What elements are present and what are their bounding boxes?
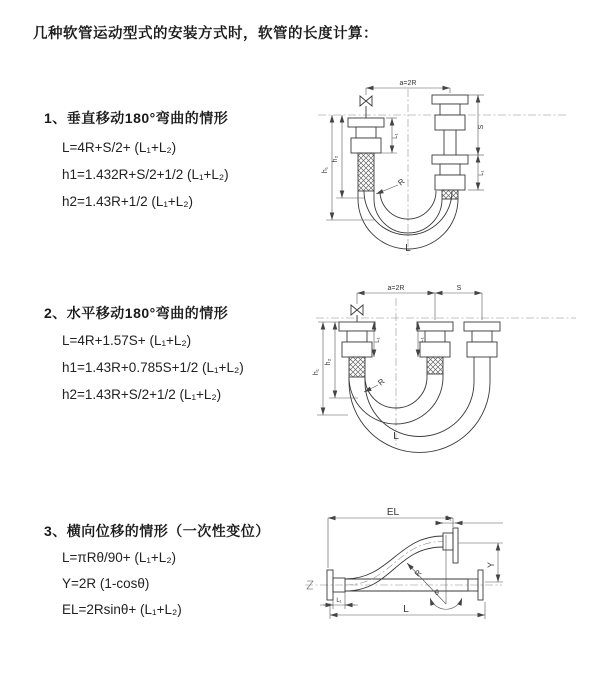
angle-label: θ	[435, 590, 439, 597]
length-label: L	[405, 243, 411, 254]
right-fitting-upper	[432, 95, 468, 130]
dim-label-S: S	[478, 124, 485, 130]
formula-2-L: L=4R+1.57S+ (L₁+L₂)	[62, 333, 192, 348]
dim-label-L1-right: L₁	[446, 516, 452, 522]
hose-curve-center	[345, 542, 443, 586]
section-3-formulas	[62, 545, 182, 623]
right-fitting-lower	[432, 155, 468, 190]
dim-label-Y: Y	[486, 561, 496, 569]
diagram-horizontal-bend	[308, 282, 600, 464]
radius-line	[407, 563, 446, 604]
formula-2-h1: h1=1.43R+0.785S+1/2 (L₁+L₂)	[62, 360, 244, 375]
diagram-vertical-bend	[306, 73, 588, 258]
radius-label: R	[412, 568, 424, 579]
right-fitting	[464, 322, 500, 357]
dim-label-S: S	[456, 285, 462, 292]
hose-curve-top-wall	[345, 536, 443, 579]
dim-label-L1-left: L₁	[336, 598, 342, 604]
length-label: L	[393, 431, 399, 442]
section-1-heading: 1、垂直移动180°弯曲的情形	[44, 110, 229, 126]
dim-label-a2r: a=2R	[387, 285, 405, 292]
dim-label-L1-right: L₁	[479, 170, 485, 176]
radius-leader	[376, 185, 398, 194]
formula-3-EL: EL=2Rsinθ+ (L₁+L₂)	[62, 602, 182, 617]
top-right-flange	[453, 528, 458, 563]
page-title: 几种软管运动型式的安装方式时，软管的长度计算：	[33, 26, 378, 42]
diagram-lateral-displacement	[298, 503, 598, 645]
top-right-stem	[443, 533, 453, 550]
section-1-formulas	[62, 134, 229, 215]
left-braid-hose	[358, 153, 374, 191]
formula-1-h2: h2=1.43R+1/2 (L₁+L₂)	[62, 194, 194, 209]
left-braid-hose	[349, 357, 365, 377]
formula-3-L: L=πRθ/90+ (L₁+L₂)	[62, 550, 177, 565]
dim-label-L1-mid: L₁	[419, 337, 425, 343]
formula-2-h2: h2=1.43R+S/2+1/2 (L₁+L₂)	[62, 387, 222, 402]
section-2-heading: 2、水平移动180°弯曲的情形	[44, 305, 229, 321]
formula-3-Y: Y=2R (1-cosθ)	[62, 576, 150, 591]
left-fitting	[348, 118, 384, 153]
valve-icon	[360, 96, 372, 106]
radius-label: R	[376, 376, 387, 388]
left-fitting	[339, 322, 375, 357]
section-3-heading: 3、横向位移的情形（一次性变位）	[44, 523, 270, 539]
dim-label-h2: h₂	[332, 155, 339, 163]
middle-braid-hose	[427, 357, 443, 374]
hose-curve-bottom-wall	[345, 547, 443, 591]
hose-arc-displaced-inner	[365, 382, 474, 437]
dim-label-a2r: a=2R	[399, 80, 417, 87]
formula-1-L: L=4R+S/2+ (L₁+L₂)	[62, 140, 177, 155]
dim-label-L1-left: L₁	[375, 337, 381, 343]
dim-label-h2: h₂	[325, 358, 332, 366]
valve-icon	[351, 305, 363, 315]
radius-label: R	[396, 176, 407, 188]
dim-label-h1: h₁	[313, 368, 320, 376]
section-2-formulas	[62, 327, 244, 408]
hose-arc-displaced-outer	[349, 382, 490, 452]
dim-label-EL: EL	[386, 507, 400, 518]
dim-label-L: L	[403, 604, 409, 615]
right-braid-hose	[442, 190, 458, 199]
formula-1-h1: h1=1.432R+S/2+1/2 (L₁+L₂)	[62, 167, 229, 182]
dim-label-L1-left: L₁	[393, 133, 399, 139]
dim-label-h1: h₁	[322, 166, 329, 174]
